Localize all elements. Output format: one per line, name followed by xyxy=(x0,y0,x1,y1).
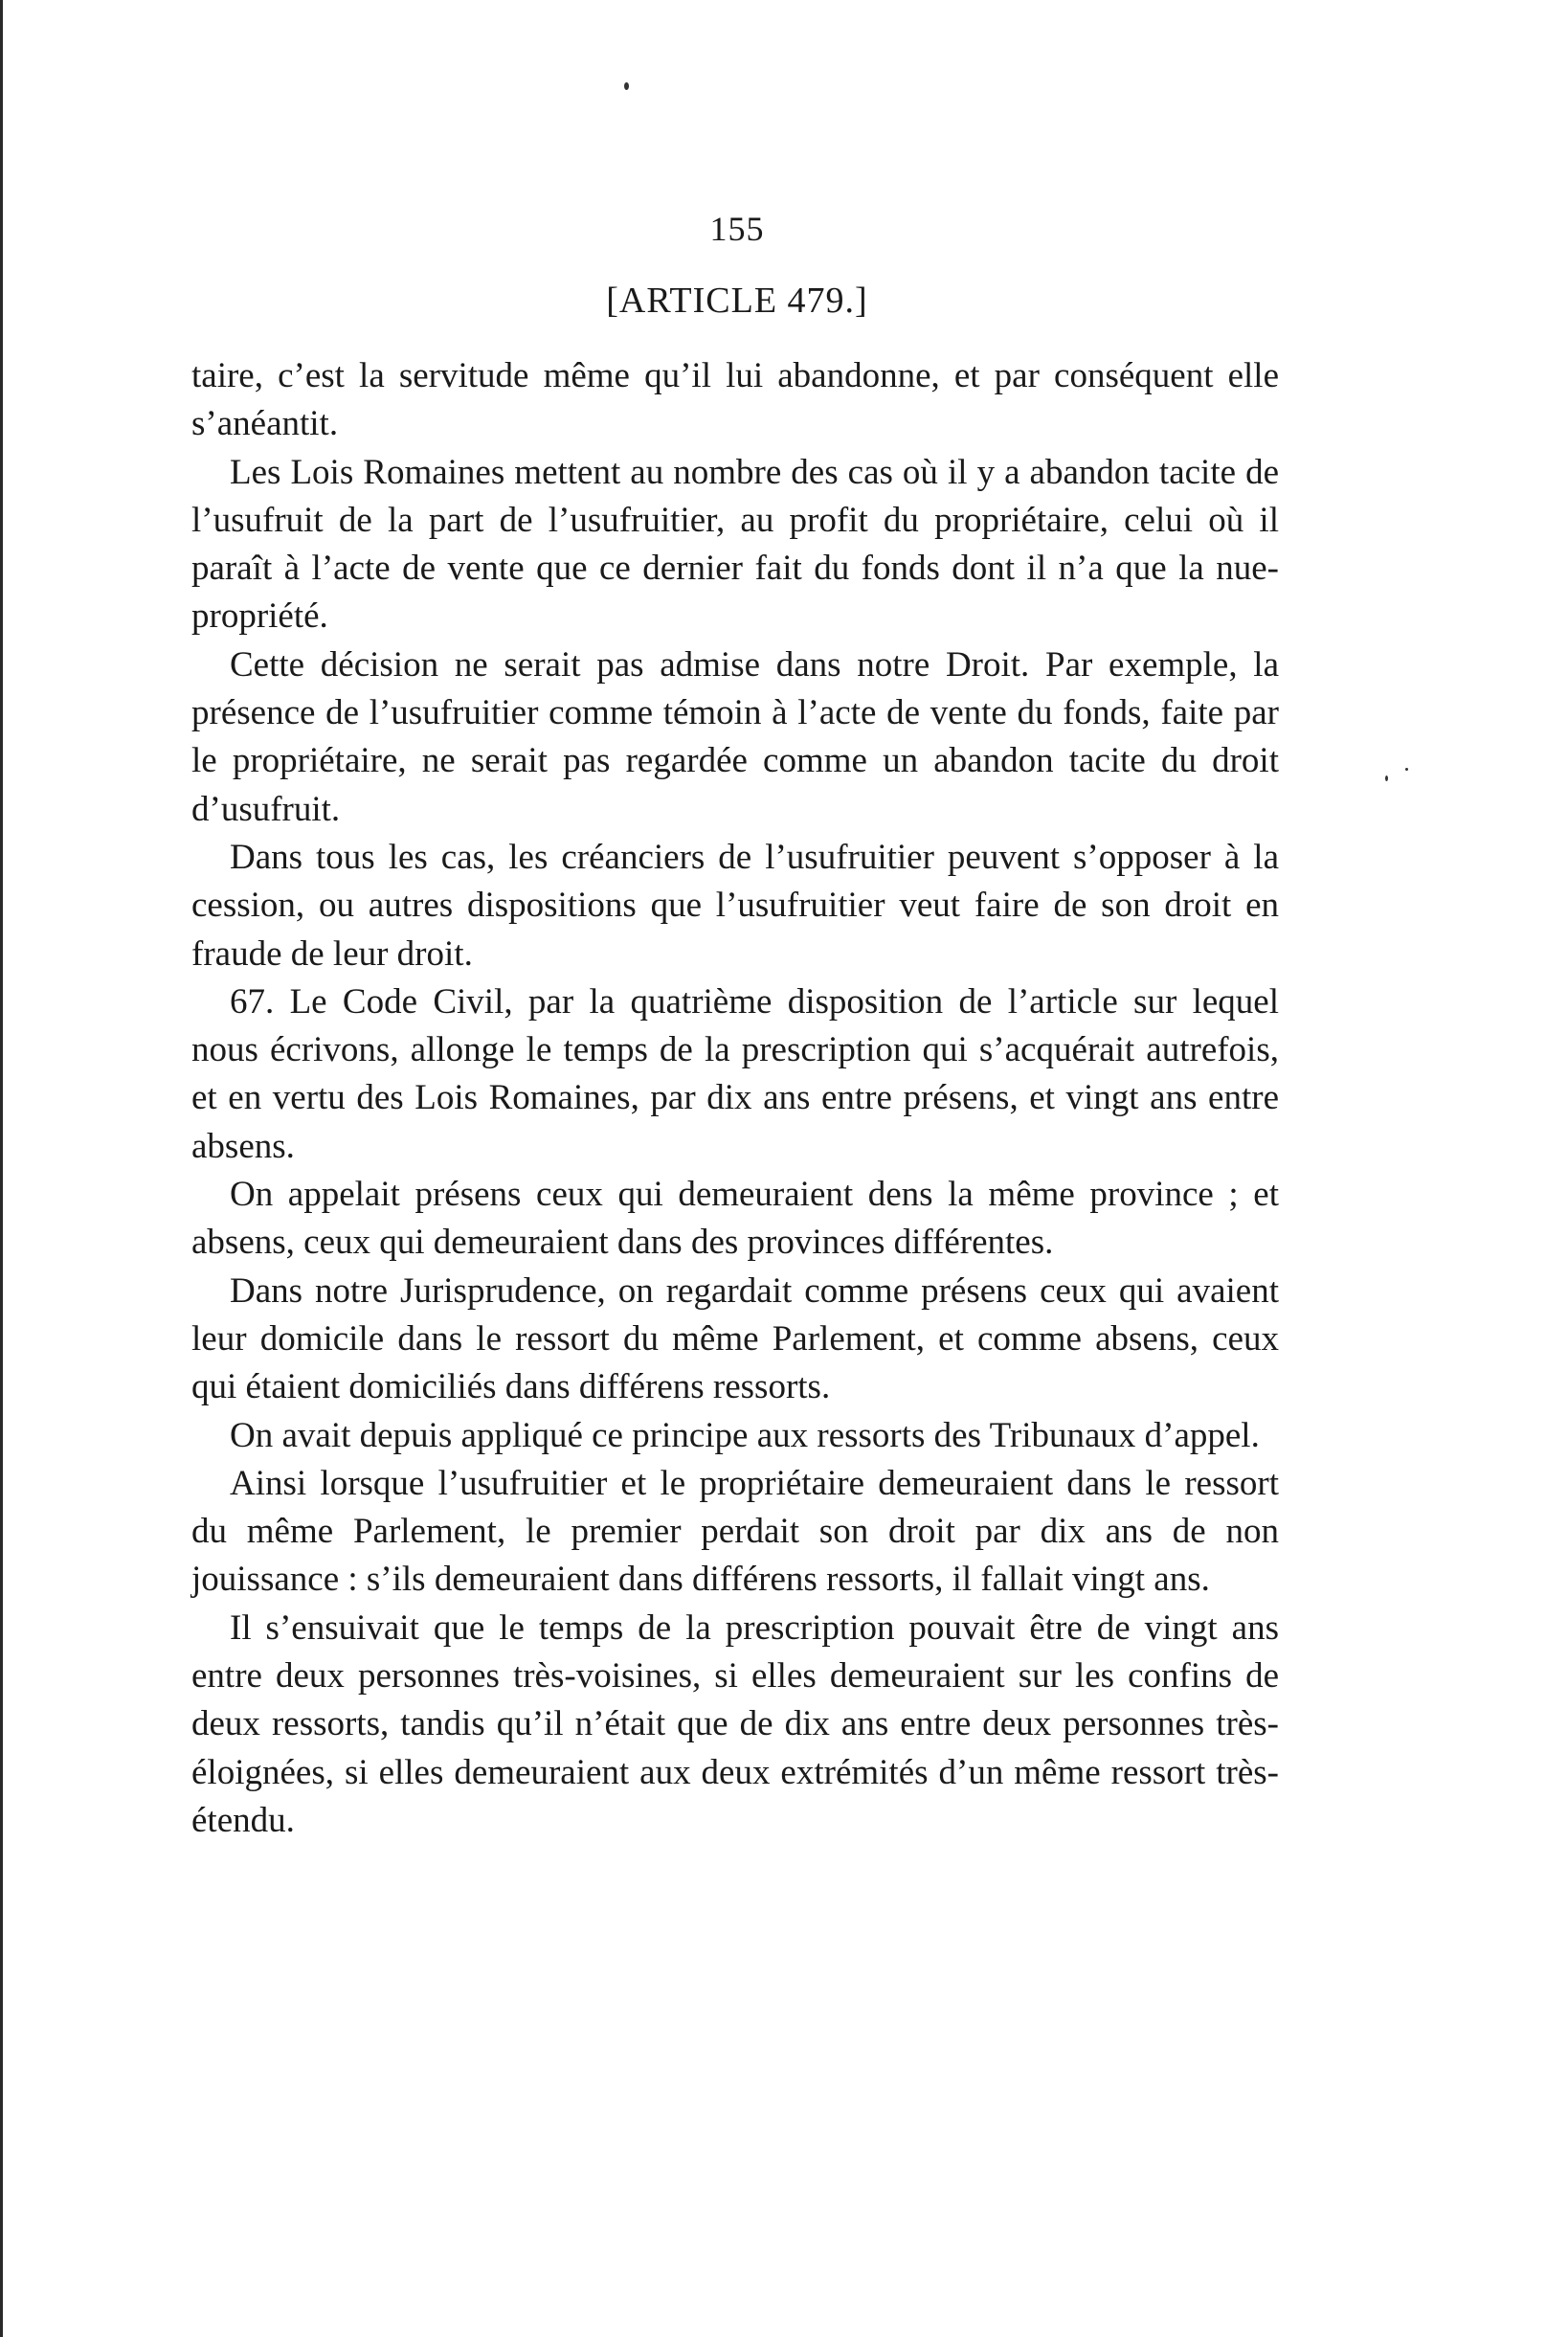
paragraph: Il s’ensuivait que le temps de la prescription pouvait être de vingt ans entre deux personnes très-voisines, si elles demeuraient sur les confins de deux ressorts, tandis qu’il n’était que de dix ans entre deux personnes très-éloignées, si elles demeuraient aux deux extrémités d’un même ressort très-étendu. xyxy=(191,1607,1279,1840)
page-binding-edge xyxy=(0,0,3,2337)
ink-speck xyxy=(1405,768,1408,771)
paragraph: taire, c’est la servitude même qu’il lui abandonne, et par conséquent elle s’anéantit. xyxy=(191,356,1279,444)
paragraph: Dans notre Jurisprudence, on regardait comme présens ceux qui avaient leur domicile dans le ressort du même Parlement, et comme absens, ceux qui étaient domiciliés dans différens ressorts. xyxy=(191,1270,1279,1407)
ink-speck xyxy=(1385,775,1388,781)
paragraph: On appelait présens ceux qui demeuraient dens la même province ; et absens, ceux qui demeuraient dans des provinces différentes. xyxy=(191,1175,1279,1263)
paragraph: Les Lois Romaines mettent au nombre des cas où il y a abandon tacite de l’usufruit de la part de l’usufruitier, au profit du propriétaire, celui où il paraît à l’acte de vente que ce dernier fait du fonds dont il n’a que la nue-propriété. xyxy=(191,452,1279,637)
paragraph: 67. Le Code Civil, par la quatrième disposition de l’article sur lequel nous écrivons, allonge le temps de la prescription qui s’acquérait autrefois, et en vertu des Lois Romaines, par dix ans entre présens, et vingt ans entre absens. xyxy=(191,981,1279,1166)
page-number: 155 xyxy=(709,210,765,248)
paragraph: Dans tous les cas, les créanciers de l’usufruitier peuvent s’opposer à la cession, ou autres dispositions que l’usufruitier veut faire de son droit en fraude de leur droit. xyxy=(191,837,1279,974)
ink-speck xyxy=(624,82,629,90)
body-text xyxy=(191,352,1279,1845)
paragraph: Ainsi lorsque l’usufruitier et le propriétaire demeuraient dans le ressort du même Parlement, le premier perdait son droit par dix ans de non jouissance : s’ils demeuraient dans différens ressorts, il fallait vingt ans. xyxy=(191,1463,1279,1600)
paragraph: Cette décision ne serait pas admise dans notre Droit. Par exemple, la présence de l’usufruitier comme témoin à l’acte de vente du fonds, faite par le propriétaire, ne serait pas regardée comme un abandon tacite du droit d’usufruit. xyxy=(191,644,1279,829)
article-header: [ARTICLE 479.] xyxy=(606,281,868,321)
paragraph: On avait depuis appliqué ce principe aux ressorts des Tribunaux d’appel. xyxy=(230,1415,1260,1455)
